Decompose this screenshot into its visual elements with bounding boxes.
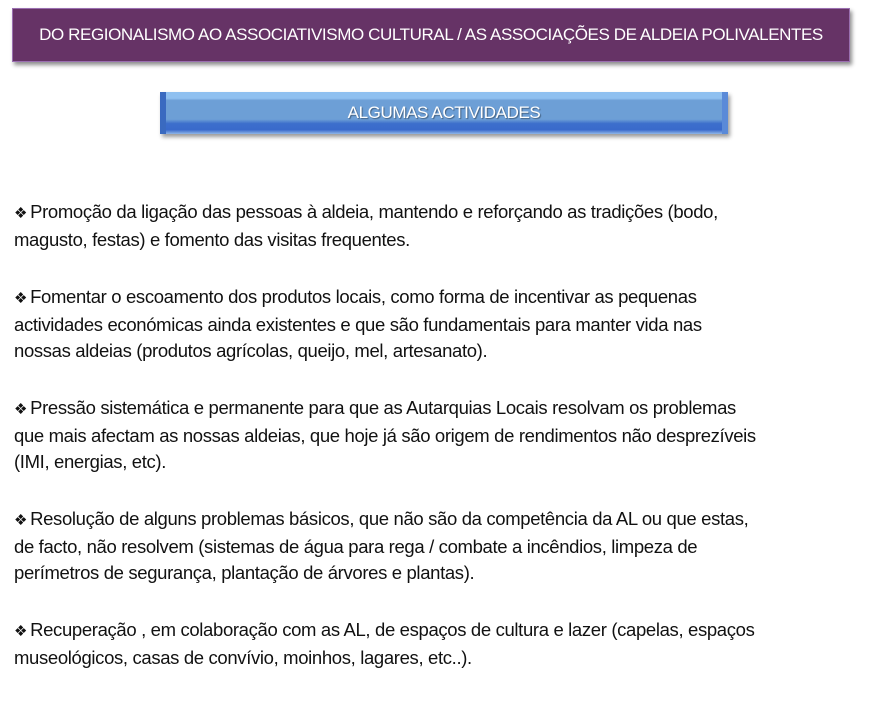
bullet-text: magusto, festas) e fomento das visitas frequentes. xyxy=(14,229,410,250)
bullet-line xyxy=(14,284,884,312)
bullet-text: Recuperação , em colaboração com as AL, de espaços de cultura e lazer (capelas, espaços xyxy=(30,619,755,640)
bullet-text: que mais afectam as nossas aldeias, que hoje já são origem de rendimentos não desprezíveis xyxy=(14,425,756,446)
bullet-text: museológicos, casas de convívio, moinhos, lagares, etc..). xyxy=(14,647,472,668)
slide-title xyxy=(12,8,850,62)
bullet-line xyxy=(14,506,884,534)
bullet-line xyxy=(14,645,884,671)
diamond-bullet-icon: ❖ xyxy=(14,512,28,529)
bullet-line xyxy=(14,534,884,560)
bullet-text: Resolução de alguns problemas básicos, que não são da competência da AL ou que estas, xyxy=(30,508,749,529)
bullet-line xyxy=(14,227,884,253)
bullet-list xyxy=(14,199,884,702)
bullet-item xyxy=(14,284,884,364)
bullet-line xyxy=(14,617,884,645)
bullet-line xyxy=(14,423,884,449)
bullet-item xyxy=(14,199,884,253)
bullet-item xyxy=(14,395,884,475)
bullet-line xyxy=(14,312,884,338)
bullet-line xyxy=(14,199,884,227)
diamond-bullet-icon: ❖ xyxy=(14,623,28,640)
diamond-bullet-icon: ❖ xyxy=(14,205,28,222)
bullet-text: (IMI, energias, etc). xyxy=(14,451,167,472)
bullet-line xyxy=(14,338,884,364)
bullet-line xyxy=(14,395,884,423)
diamond-bullet-icon: ❖ xyxy=(14,290,28,307)
section-banner xyxy=(160,92,728,134)
bullet-line xyxy=(14,560,884,586)
bullet-line xyxy=(14,449,884,475)
bullet-item xyxy=(14,617,884,671)
slide-title-text: DO REGIONALISMO AO ASSOCIATIVISMO CULTURAL / AS ASSOCIAÇÕES DE ALDEIA POLIVALENTES xyxy=(39,25,823,44)
bullet-text: perímetros de segurança, plantação de árvores e plantas). xyxy=(14,562,475,583)
bullet-item xyxy=(14,506,884,586)
diamond-bullet-icon: ❖ xyxy=(14,401,28,418)
bullet-text: de facto, não resolvem (sistemas de água para rega / combate a incêndios, limpeza de xyxy=(14,536,698,557)
bullet-text: nossas aldeias (produtos agrícolas, queijo, mel, artesanato). xyxy=(14,340,488,361)
bullet-text: Fomentar o escoamento dos produtos locais, como forma de incentivar as pequenas xyxy=(30,286,697,307)
bullet-text: Promoção da ligação das pessoas à aldeia, mantendo e reforçando as tradições (bodo, xyxy=(30,201,718,222)
section-banner-text: ALGUMAS ACTIVIDADES xyxy=(347,103,541,122)
bullet-text: Pressão sistemática e permanente para que as Autarquias Locais resolvam os problemas xyxy=(30,397,736,418)
bullet-text: actividades económicas ainda existentes e que são fundamentais para manter vida nas xyxy=(14,314,702,335)
